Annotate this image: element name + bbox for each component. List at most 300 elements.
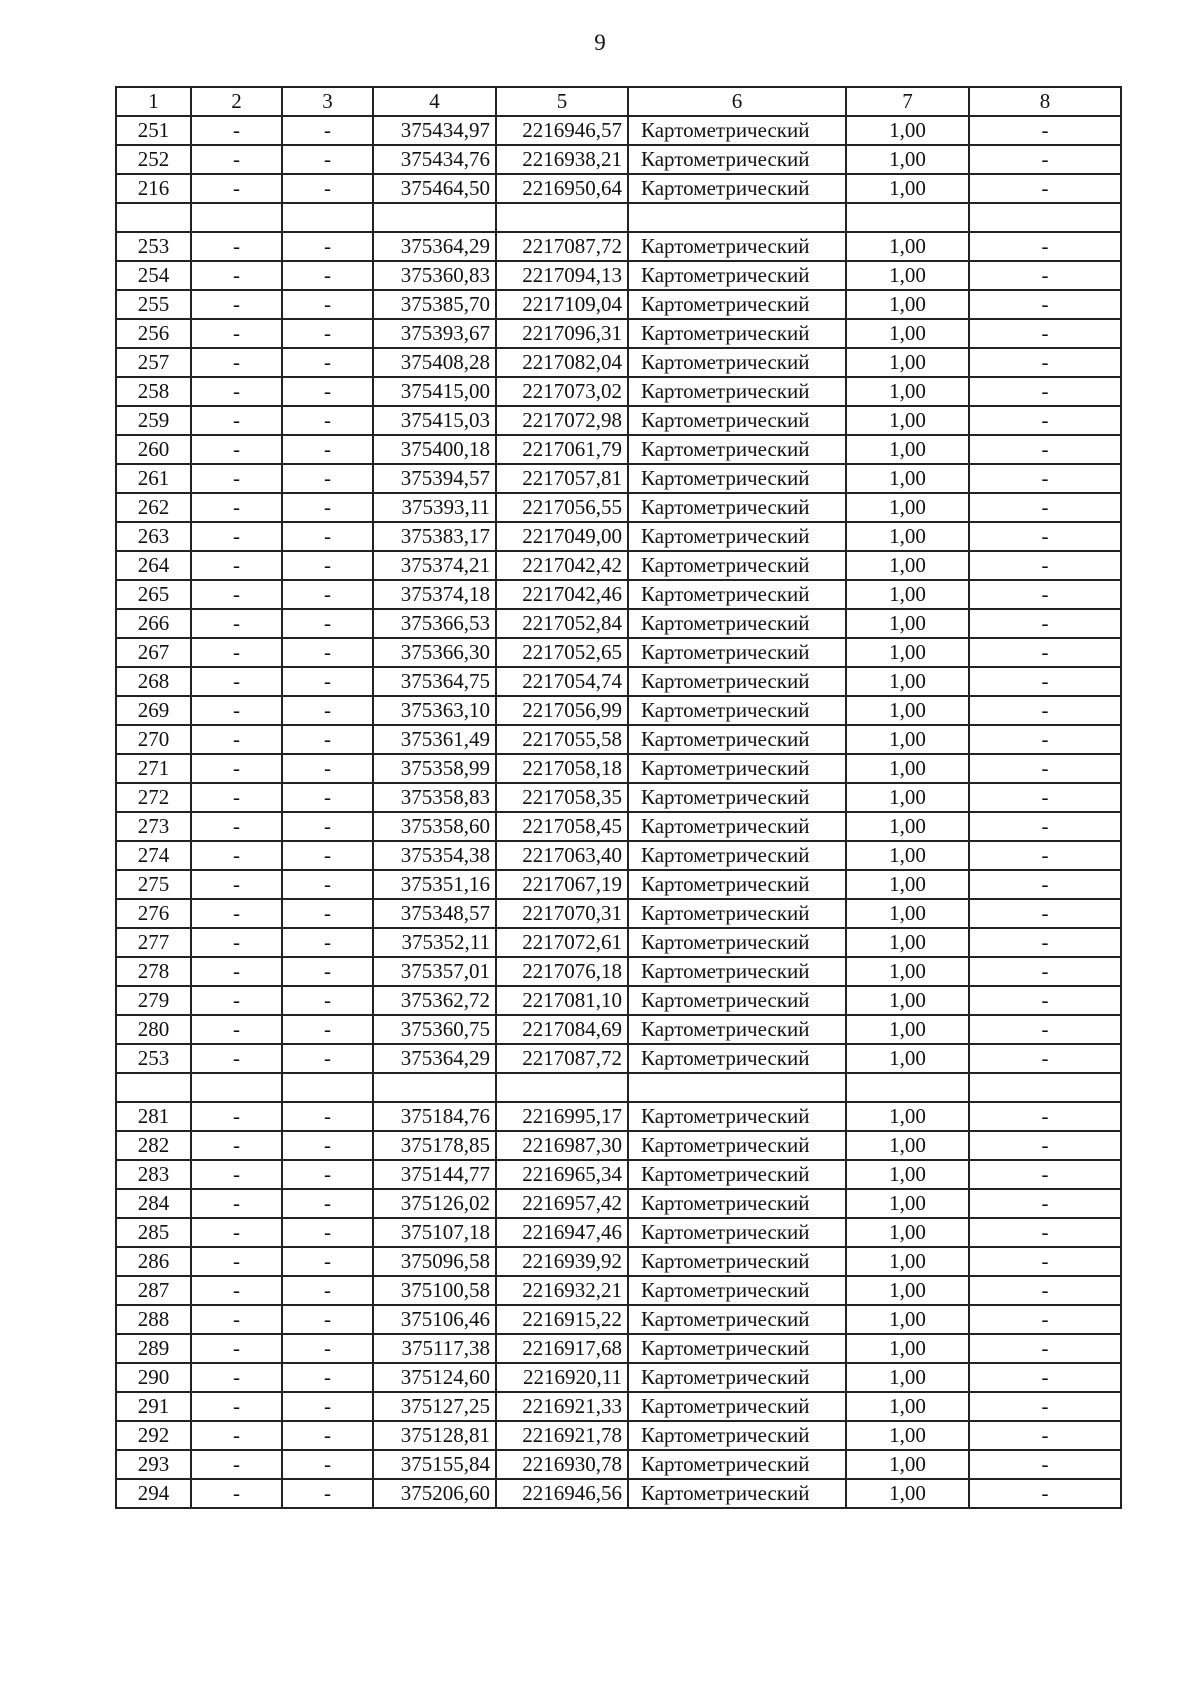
coord-x-cell: 375358,60 xyxy=(373,812,496,841)
header-cell-7: 7 xyxy=(846,87,969,116)
col-3-cell: - xyxy=(282,464,373,493)
coord-x-cell: 375354,38 xyxy=(373,841,496,870)
coord-x-cell: 375117,38 xyxy=(373,1334,496,1363)
col-8-cell: - xyxy=(969,986,1121,1015)
coord-x-cell: 375100,58 xyxy=(373,1276,496,1305)
col-8-cell: - xyxy=(969,1334,1121,1363)
col-8-cell: - xyxy=(969,1421,1121,1450)
point-number-cell: 275 xyxy=(116,870,191,899)
point-number-cell: 288 xyxy=(116,1305,191,1334)
accuracy-cell: 1,00 xyxy=(846,638,969,667)
method-cell: Картометрический xyxy=(628,551,846,580)
col-2-cell xyxy=(191,1073,282,1102)
col-8-cell: - xyxy=(969,928,1121,957)
coord-x-cell: 375364,29 xyxy=(373,1044,496,1073)
accuracy-cell: 1,00 xyxy=(846,232,969,261)
accuracy-cell: 1,00 xyxy=(846,1218,969,1247)
col-2-cell: - xyxy=(191,1218,282,1247)
col-2-cell: - xyxy=(191,1305,282,1334)
accuracy-cell: 1,00 xyxy=(846,812,969,841)
point-number-cell: 252 xyxy=(116,145,191,174)
col-2-cell: - xyxy=(191,841,282,870)
col-2-cell: - xyxy=(191,725,282,754)
accuracy-cell: 1,00 xyxy=(846,406,969,435)
accuracy-cell: 1,00 xyxy=(846,696,969,725)
col-3-cell: - xyxy=(282,638,373,667)
method-cell: Картометрический xyxy=(628,493,846,522)
point-number-cell: 290 xyxy=(116,1363,191,1392)
coord-x-cell: 375393,11 xyxy=(373,493,496,522)
col-8-cell: - xyxy=(969,1044,1121,1073)
coord-y-cell: 2216921,78 xyxy=(496,1421,628,1450)
col-2-cell: - xyxy=(191,638,282,667)
method-cell: Картометрический xyxy=(628,145,846,174)
method-cell: Картометрический xyxy=(628,1160,846,1189)
coord-y-cell: 2216938,21 xyxy=(496,145,628,174)
col-2-cell: - xyxy=(191,1015,282,1044)
col-8-cell: - xyxy=(969,1276,1121,1305)
coord-x-cell: 375400,18 xyxy=(373,435,496,464)
table-row xyxy=(116,1334,1121,1363)
col-3-cell: - xyxy=(282,232,373,261)
method-cell: Картометрический xyxy=(628,580,846,609)
col-8-cell: - xyxy=(969,174,1121,203)
accuracy-cell: 1,00 xyxy=(846,1363,969,1392)
col-8-cell: - xyxy=(969,348,1121,377)
point-number-cell: 270 xyxy=(116,725,191,754)
table-row xyxy=(116,725,1121,754)
coord-y-cell: 2216921,33 xyxy=(496,1392,628,1421)
table-separator-row xyxy=(116,1073,1121,1102)
method-cell: Картометрический xyxy=(628,290,846,319)
col-3-cell: - xyxy=(282,493,373,522)
accuracy-cell: 1,00 xyxy=(846,986,969,1015)
accuracy-cell: 1,00 xyxy=(846,841,969,870)
col-2-cell: - xyxy=(191,899,282,928)
coord-y-cell: 2216947,46 xyxy=(496,1218,628,1247)
coord-x-cell: 375348,57 xyxy=(373,899,496,928)
table-row xyxy=(116,609,1121,638)
table-row xyxy=(116,1421,1121,1450)
coord-x-cell: 375144,77 xyxy=(373,1160,496,1189)
point-number-cell: 264 xyxy=(116,551,191,580)
col-3-cell: - xyxy=(282,1363,373,1392)
col-2-cell: - xyxy=(191,435,282,464)
header-cell-3: 3 xyxy=(282,87,373,116)
coord-y-cell: 2216957,42 xyxy=(496,1189,628,1218)
accuracy-cell: 1,00 xyxy=(846,1479,969,1508)
table-row xyxy=(116,1450,1121,1479)
coord-x-cell: 375366,30 xyxy=(373,638,496,667)
method-cell: Картометрический xyxy=(628,1334,846,1363)
table-row xyxy=(116,1131,1121,1160)
point-number-cell: 271 xyxy=(116,754,191,783)
point-number-cell: 268 xyxy=(116,667,191,696)
col-2-cell: - xyxy=(191,986,282,1015)
col-3-cell: - xyxy=(282,1131,373,1160)
method-cell: Картометрический xyxy=(628,783,846,812)
coord-y-cell: 2216946,56 xyxy=(496,1479,628,1508)
coord-x-cell: 375434,97 xyxy=(373,116,496,145)
col-2-cell: - xyxy=(191,464,282,493)
accuracy-cell: 1,00 xyxy=(846,522,969,551)
point-number-cell: 286 xyxy=(116,1247,191,1276)
header-cell-2: 2 xyxy=(191,87,282,116)
coord-x-cell: 375206,60 xyxy=(373,1479,496,1508)
col-2-cell: - xyxy=(191,174,282,203)
header-cell-6: 6 xyxy=(628,87,846,116)
coord-y-cell: 2216939,92 xyxy=(496,1247,628,1276)
method-cell: Картометрический xyxy=(628,1218,846,1247)
coord-x-cell: 375106,46 xyxy=(373,1305,496,1334)
point-number-cell: 292 xyxy=(116,1421,191,1450)
table-row xyxy=(116,1247,1121,1276)
accuracy-cell: 1,00 xyxy=(846,377,969,406)
coord-x-cell: 375383,17 xyxy=(373,522,496,551)
col-3-cell: - xyxy=(282,986,373,1015)
table-row xyxy=(116,116,1121,145)
coord-x-cell: 375358,83 xyxy=(373,783,496,812)
point-number-cell xyxy=(116,1073,191,1102)
method-cell: Картометрический xyxy=(628,1102,846,1131)
coord-x-cell: 375357,01 xyxy=(373,957,496,986)
col-8-cell: - xyxy=(969,841,1121,870)
table-row xyxy=(116,522,1121,551)
col-8-cell: - xyxy=(969,406,1121,435)
point-number-cell: 277 xyxy=(116,928,191,957)
col-8-cell: - xyxy=(969,696,1121,725)
method-cell: Картометрический xyxy=(628,348,846,377)
method-cell: Картометрический xyxy=(628,928,846,957)
header-cell-1: 1 xyxy=(116,87,191,116)
method-cell: Картометрический xyxy=(628,841,846,870)
coord-y-cell: 2217096,31 xyxy=(496,319,628,348)
accuracy-cell: 1,00 xyxy=(846,1189,969,1218)
table-row xyxy=(116,1479,1121,1508)
accuracy-cell: 1,00 xyxy=(846,145,969,174)
coord-y-cell: 2217054,74 xyxy=(496,667,628,696)
accuracy-cell: 1,00 xyxy=(846,493,969,522)
point-number-cell: 287 xyxy=(116,1276,191,1305)
accuracy-cell: 1,00 xyxy=(846,1131,969,1160)
method-cell: Картометрический xyxy=(628,696,846,725)
point-number-cell: 261 xyxy=(116,464,191,493)
table-row xyxy=(116,841,1121,870)
col-2-cell: - xyxy=(191,290,282,319)
col-8-cell: - xyxy=(969,783,1121,812)
coord-y-cell: 2217056,55 xyxy=(496,493,628,522)
method-cell: Картометрический xyxy=(628,754,846,783)
accuracy-cell: 1,00 xyxy=(846,435,969,464)
col-2-cell: - xyxy=(191,377,282,406)
accuracy-cell: 1,00 xyxy=(846,1334,969,1363)
point-number-cell: 272 xyxy=(116,783,191,812)
col-8-cell: - xyxy=(969,1305,1121,1334)
method-cell: Картометрический xyxy=(628,1450,846,1479)
method-cell: Картометрический xyxy=(628,1479,846,1508)
accuracy-cell: 1,00 xyxy=(846,1044,969,1073)
col-3-cell: - xyxy=(282,319,373,348)
coord-x-cell: 375358,99 xyxy=(373,754,496,783)
col-3-cell: - xyxy=(282,1450,373,1479)
col-8-cell: - xyxy=(969,1450,1121,1479)
coord-x-cell: 375362,72 xyxy=(373,986,496,1015)
col-8-cell: - xyxy=(969,812,1121,841)
point-number-cell: 283 xyxy=(116,1160,191,1189)
col-8-cell: - xyxy=(969,1015,1121,1044)
point-number-cell: 265 xyxy=(116,580,191,609)
table-row xyxy=(116,377,1121,406)
coord-y-cell: 2217109,04 xyxy=(496,290,628,319)
col-2-cell: - xyxy=(191,1421,282,1450)
point-number-cell: 216 xyxy=(116,174,191,203)
point-number-cell: 280 xyxy=(116,1015,191,1044)
col-3-cell: - xyxy=(282,1392,373,1421)
col-3-cell: - xyxy=(282,1247,373,1276)
col-8-cell xyxy=(969,1073,1121,1102)
col-2-cell: - xyxy=(191,1189,282,1218)
table-row xyxy=(116,957,1121,986)
coord-x-cell: 375385,70 xyxy=(373,290,496,319)
table-row xyxy=(116,261,1121,290)
col-8-cell xyxy=(969,203,1121,232)
col-8-cell: - xyxy=(969,754,1121,783)
col-8-cell: - xyxy=(969,551,1121,580)
coord-y-cell: 2217081,10 xyxy=(496,986,628,1015)
coord-y-cell: 2216965,34 xyxy=(496,1160,628,1189)
col-2-cell: - xyxy=(191,406,282,435)
method-cell: Картометрический xyxy=(628,1131,846,1160)
method-cell: Картометрический xyxy=(628,812,846,841)
col-2-cell: - xyxy=(191,1392,282,1421)
col-3-cell: - xyxy=(282,290,373,319)
col-2-cell: - xyxy=(191,145,282,174)
method-cell: Картометрический xyxy=(628,406,846,435)
col-2-cell: - xyxy=(191,261,282,290)
coord-y-cell: 2217058,45 xyxy=(496,812,628,841)
coord-x-cell: 375178,85 xyxy=(373,1131,496,1160)
method-cell xyxy=(628,1073,846,1102)
col-2-cell: - xyxy=(191,580,282,609)
method-cell: Картометрический xyxy=(628,609,846,638)
method-cell: Картометрический xyxy=(628,464,846,493)
table-row xyxy=(116,899,1121,928)
coord-y-cell: 2217052,84 xyxy=(496,609,628,638)
method-cell: Картометрический xyxy=(628,1392,846,1421)
coord-x-cell: 375352,11 xyxy=(373,928,496,957)
col-3-cell: - xyxy=(282,725,373,754)
coord-y-cell: 2217042,46 xyxy=(496,580,628,609)
accuracy-cell: 1,00 xyxy=(846,899,969,928)
accuracy-cell: 1,00 xyxy=(846,1102,969,1131)
coord-y-cell: 2217058,35 xyxy=(496,783,628,812)
accuracy-cell: 1,00 xyxy=(846,290,969,319)
coord-x-cell: 375184,76 xyxy=(373,1102,496,1131)
coord-y-cell: 2217084,69 xyxy=(496,1015,628,1044)
col-8-cell: - xyxy=(969,1479,1121,1508)
accuracy-cell xyxy=(846,203,969,232)
method-cell: Картометрический xyxy=(628,667,846,696)
accuracy-cell: 1,00 xyxy=(846,609,969,638)
accuracy-cell: 1,00 xyxy=(846,1305,969,1334)
col-2-cell: - xyxy=(191,870,282,899)
col-3-cell: - xyxy=(282,580,373,609)
method-cell: Картометрический xyxy=(628,1044,846,1073)
table-row xyxy=(116,319,1121,348)
table-header-row xyxy=(116,87,1121,116)
table-row xyxy=(116,928,1121,957)
col-3-cell: - xyxy=(282,1044,373,1073)
col-2-cell: - xyxy=(191,928,282,957)
table-row xyxy=(116,667,1121,696)
point-number-cell: 279 xyxy=(116,986,191,1015)
point-number-cell: 253 xyxy=(116,1044,191,1073)
method-cell: Картометрический xyxy=(628,725,846,754)
table-row xyxy=(116,696,1121,725)
col-8-cell: - xyxy=(969,232,1121,261)
col-2-cell: - xyxy=(191,667,282,696)
coord-x-cell: 375128,81 xyxy=(373,1421,496,1450)
coord-x-cell: 375107,18 xyxy=(373,1218,496,1247)
col-2-cell: - xyxy=(191,116,282,145)
table-row xyxy=(116,754,1121,783)
table-row xyxy=(116,1305,1121,1334)
col-8-cell: - xyxy=(969,116,1121,145)
accuracy-cell: 1,00 xyxy=(846,1450,969,1479)
col-3-cell: - xyxy=(282,174,373,203)
method-cell: Картометрический xyxy=(628,1247,846,1276)
method-cell: Картометрический xyxy=(628,174,846,203)
col-8-cell: - xyxy=(969,899,1121,928)
col-3-cell: - xyxy=(282,783,373,812)
table-row xyxy=(116,464,1121,493)
point-number-cell: 278 xyxy=(116,957,191,986)
method-cell: Картометрический xyxy=(628,899,846,928)
col-3-cell: - xyxy=(282,899,373,928)
col-2-cell: - xyxy=(191,1131,282,1160)
point-number-cell: 258 xyxy=(116,377,191,406)
col-3-cell: - xyxy=(282,870,373,899)
accuracy-cell: 1,00 xyxy=(846,957,969,986)
table-row xyxy=(116,1189,1121,1218)
col-8-cell: - xyxy=(969,319,1121,348)
col-3-cell: - xyxy=(282,406,373,435)
accuracy-cell: 1,00 xyxy=(846,348,969,377)
coord-x-cell: 375360,83 xyxy=(373,261,496,290)
coord-x-cell: 375393,67 xyxy=(373,319,496,348)
method-cell: Картометрический xyxy=(628,1363,846,1392)
col-2-cell: - xyxy=(191,1334,282,1363)
col-2-cell: - xyxy=(191,754,282,783)
page-number: 9 xyxy=(594,30,606,55)
col-3-cell: - xyxy=(282,1218,373,1247)
col-3-cell: - xyxy=(282,1015,373,1044)
accuracy-cell: 1,00 xyxy=(846,870,969,899)
coord-x-cell: 375394,57 xyxy=(373,464,496,493)
method-cell: Картометрический xyxy=(628,1421,846,1450)
col-8-cell: - xyxy=(969,870,1121,899)
accuracy-cell: 1,00 xyxy=(846,319,969,348)
coord-y-cell: 2217070,31 xyxy=(496,899,628,928)
table-row xyxy=(116,1015,1121,1044)
method-cell: Картометрический xyxy=(628,319,846,348)
col-2-cell: - xyxy=(191,957,282,986)
col-3-cell: - xyxy=(282,1160,373,1189)
point-number-cell: 263 xyxy=(116,522,191,551)
col-2-cell: - xyxy=(191,1102,282,1131)
col-8-cell: - xyxy=(969,1363,1121,1392)
table-row xyxy=(116,1218,1121,1247)
accuracy-cell: 1,00 xyxy=(846,116,969,145)
coord-x-cell: 375127,25 xyxy=(373,1392,496,1421)
col-3-cell: - xyxy=(282,957,373,986)
point-number-cell: 260 xyxy=(116,435,191,464)
coord-x-cell: 375124,60 xyxy=(373,1363,496,1392)
coord-y-cell: 2216950,64 xyxy=(496,174,628,203)
table-row xyxy=(116,551,1121,580)
table-separator-row xyxy=(116,203,1121,232)
coord-x-cell: 375415,00 xyxy=(373,377,496,406)
col-2-cell: - xyxy=(191,783,282,812)
accuracy-cell: 1,00 xyxy=(846,1276,969,1305)
col-8-cell: - xyxy=(969,725,1121,754)
col-3-cell: - xyxy=(282,435,373,464)
col-8-cell: - xyxy=(969,1102,1121,1131)
coord-x-cell: 375374,21 xyxy=(373,551,496,580)
table-row xyxy=(116,232,1121,261)
table-row xyxy=(116,986,1121,1015)
coord-y-cell: 2217072,98 xyxy=(496,406,628,435)
col-2-cell: - xyxy=(191,1479,282,1508)
coord-x-cell: 375364,29 xyxy=(373,232,496,261)
method-cell: Картометрический xyxy=(628,1015,846,1044)
accuracy-cell: 1,00 xyxy=(846,928,969,957)
col-2-cell: - xyxy=(191,1160,282,1189)
col-3-cell xyxy=(282,1073,373,1102)
coord-y-cell: 2216930,78 xyxy=(496,1450,628,1479)
coord-y-cell: 2216946,57 xyxy=(496,116,628,145)
coord-y-cell: 2217072,61 xyxy=(496,928,628,957)
col-3-cell: - xyxy=(282,754,373,783)
col-8-cell: - xyxy=(969,1218,1121,1247)
coord-y-cell: 2216920,11 xyxy=(496,1363,628,1392)
table-row xyxy=(116,1363,1121,1392)
table-row xyxy=(116,493,1121,522)
point-number-cell: 257 xyxy=(116,348,191,377)
col-3-cell: - xyxy=(282,1421,373,1450)
col-2-cell: - xyxy=(191,1363,282,1392)
col-2-cell: - xyxy=(191,1044,282,1073)
coord-y-cell: 2217042,42 xyxy=(496,551,628,580)
point-number-cell: 255 xyxy=(116,290,191,319)
col-8-cell: - xyxy=(969,464,1121,493)
col-8-cell: - xyxy=(969,493,1121,522)
col-8-cell: - xyxy=(969,261,1121,290)
table-row xyxy=(116,435,1121,464)
coord-x-cell: 375155,84 xyxy=(373,1450,496,1479)
coord-x-cell xyxy=(373,203,496,232)
col-3-cell: - xyxy=(282,841,373,870)
table-row xyxy=(116,870,1121,899)
coord-y-cell: 2216995,17 xyxy=(496,1102,628,1131)
method-cell: Картометрический xyxy=(628,1189,846,1218)
table-row xyxy=(116,1102,1121,1131)
point-number-cell xyxy=(116,203,191,232)
accuracy-cell: 1,00 xyxy=(846,725,969,754)
col-3-cell: - xyxy=(282,667,373,696)
coord-y-cell: 2217056,99 xyxy=(496,696,628,725)
accuracy-cell: 1,00 xyxy=(846,551,969,580)
